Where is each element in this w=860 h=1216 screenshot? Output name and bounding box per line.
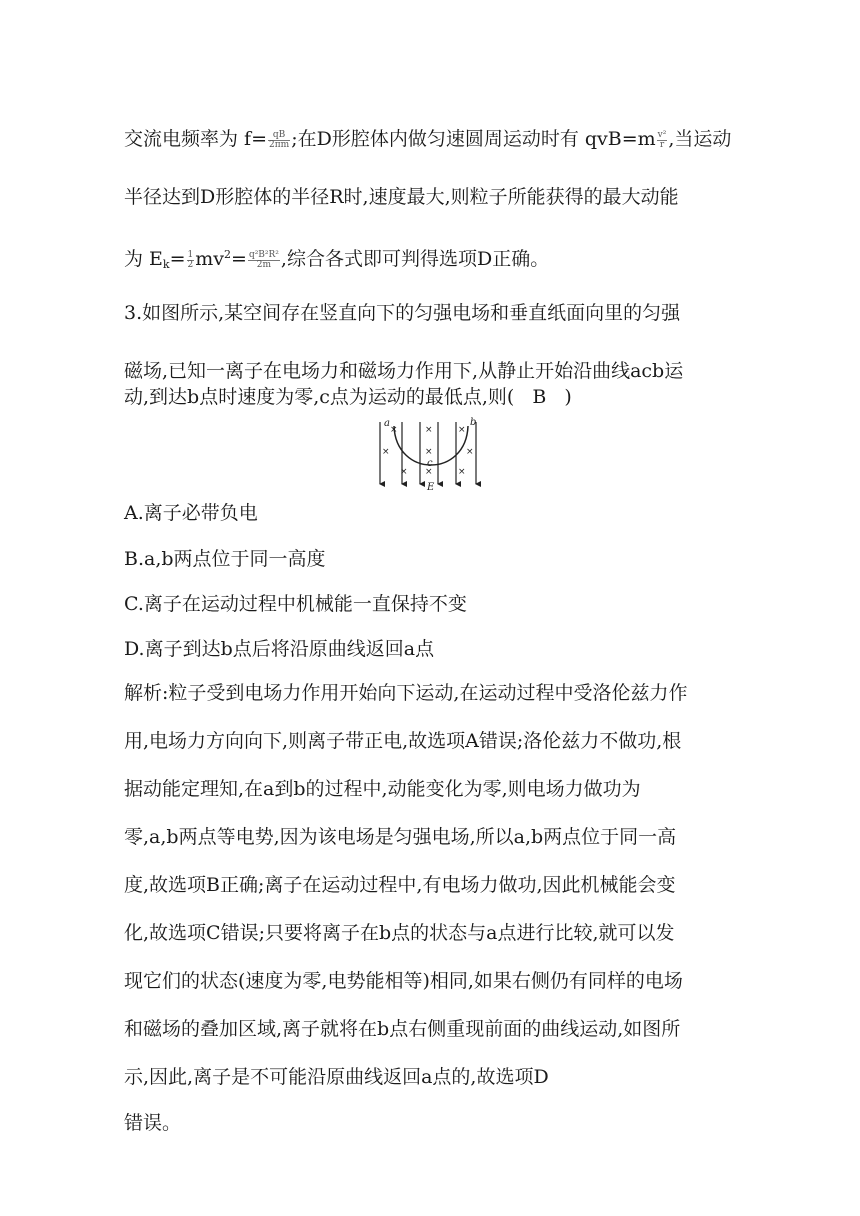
label-b: b	[470, 417, 477, 428]
cross-mark: ×	[458, 467, 466, 477]
analysis-line: 化,故选项C错误;只要将离子在b点的状态与a点进行比较,就可以发	[124, 922, 675, 944]
analysis-line: 错误。	[124, 1112, 182, 1134]
para1-text: 交流电频率为 f=	[124, 128, 267, 150]
cross-mark: ×	[425, 425, 433, 435]
fraction-denominator: 2πm	[269, 139, 290, 150]
analysis-line: 据动能定理知,在a到b的过程中,动能变化为零,则电场力做功为	[124, 778, 641, 800]
cross-mark: ×	[458, 425, 466, 435]
cross-mark: ×	[400, 467, 408, 477]
cross-mark: ×	[425, 447, 433, 457]
analysis-line: 现它们的状态(速度为零,电势能相等)相同,如果右侧仍有同样的电场	[124, 970, 683, 992]
equals-sign: =	[169, 248, 186, 270]
para1-line-3	[124, 244, 549, 276]
para1-line-1	[124, 128, 731, 150]
cross-mark: ×	[390, 425, 398, 435]
para1-text: ;在D形腔体内做匀速圆周运动时有 qvB=m	[291, 128, 656, 150]
fraction-denominator: 2m	[256, 259, 272, 270]
mv-text: mv	[195, 248, 225, 270]
analysis-line: 零,a,b两点等电势,因为该电场是匀强电场,所以a,b两点位于同一高	[124, 826, 677, 848]
answer-choice: B	[532, 386, 547, 408]
fraction-numerator: v²	[657, 129, 667, 140]
option-d: D.离子到达b点后将沿原曲线返回a点	[124, 638, 435, 660]
question-line-2: 磁场,已知一离子在电场力和磁场力作用下,从静止开始沿曲线acb运	[124, 360, 684, 382]
fraction-numerator: 1	[187, 249, 194, 260]
question-text: )	[564, 386, 572, 408]
frequency-fraction	[268, 131, 290, 150]
option-a: A.离子必带负电	[124, 502, 258, 524]
subscript-k: k	[162, 258, 170, 271]
equals-sign: =	[231, 248, 247, 270]
velocity-fraction	[657, 131, 668, 150]
cross-mark: ×	[382, 447, 390, 457]
question-line-3	[124, 386, 572, 408]
field-diagram	[372, 416, 488, 492]
fraction-denominator: r	[659, 139, 665, 150]
para1-text: ,当运动	[668, 128, 732, 150]
analysis-line: 度,故选项B正确;离子在运动过程中,有电场力做功,因此机械能会变	[124, 874, 676, 896]
option-b: B.a,b两点位于同一高度	[124, 548, 326, 570]
label-a: a	[384, 418, 390, 429]
fraction-denominator: 2	[187, 259, 194, 270]
question-text: 动,到达b点时速度为零,c点为运动的最低点,则(	[124, 386, 515, 408]
option-c: C.离子在运动过程中机械能一直保持不变	[124, 593, 467, 615]
label-c: c	[427, 458, 433, 469]
question-line-1: 3.如图所示,某空间存在竖直向下的匀强电场和垂直纸面向里的匀强	[124, 302, 681, 324]
cross-mark: ×	[466, 447, 474, 457]
superscript-2: 2	[224, 248, 232, 261]
fraction-numerator: qB	[268, 131, 290, 141]
half-fraction	[187, 251, 195, 270]
para1-line-2: 半径达到D形腔体的半径R时,速度最大,则粒子所能获得的最大动能	[124, 186, 679, 208]
kinetic-energy-fraction	[248, 251, 280, 270]
analysis-line: 解析:粒子受到电场力作用开始向下运动,在运动过程中受洛伦兹力作	[124, 682, 688, 704]
cross-mark: ×	[425, 467, 433, 477]
analysis-line: 和磁场的叠加区域,离子就将在b点右侧重现前面的曲线运动,如图所	[124, 1018, 681, 1040]
fraction-numerator: q²B²R²	[248, 249, 279, 260]
label-e: E	[427, 482, 435, 492]
analysis-line: 示,因此,离子是不可能沿原曲线返回a点的,故选项D	[124, 1066, 549, 1088]
para1-text: 为 E	[124, 248, 163, 270]
para1-text: ,综合各式即可判得选项D正确。	[280, 248, 550, 270]
analysis-line: 用,电场力方向向下,则离子带正电,故选项A错误;洛伦兹力不做功,根	[124, 730, 682, 752]
